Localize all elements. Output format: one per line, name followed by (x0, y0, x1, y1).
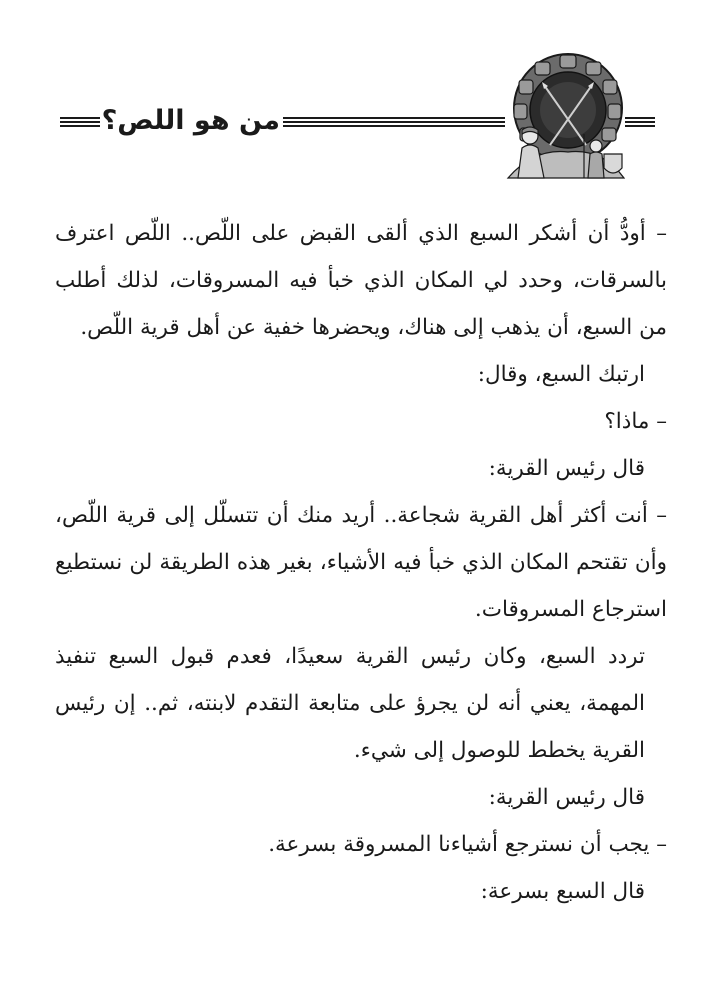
chapter-header (0, 0, 720, 185)
narration-paragraph: قال السبع بسرعة: (480, 879, 645, 904)
page-body (55, 210, 667, 915)
narration-paragraph: قال رئيس القرية: (488, 456, 645, 481)
header-rule-left (60, 117, 100, 128)
narration-paragraph: ارتبك السبع، وقال: (477, 362, 645, 387)
header-rule-middle (283, 117, 505, 128)
narration-paragraph: قال رئيس القرية: (488, 785, 645, 810)
dialogue-paragraph: – أنت أكثر أهل القرية شجاعة.. أريد منك أن تتسلّل إلى قرية اللّص، وأن تقتحم المكان الذي خبأ فيه الأشياء، بغير هذه الطريقة لن نستطيع استرجاع المسروقات. (55, 503, 667, 622)
narration-paragraph: تردد السبع، وكان رئيس القرية سعيدًا، فعدم قبول السبع تنفيذ المهمة، يعني أنه لن يجرؤ على متابعة التقدم لابنته، ثم.. إن رئيس القرية يخطط للوصول إلى شيء. (55, 644, 645, 763)
arena-gate-illustration-icon (504, 50, 628, 180)
dialogue-paragraph: – ماذا؟ (604, 409, 667, 434)
header-rule-right (625, 117, 655, 128)
dialogue-paragraph: – يجب أن نسترجع أشياءنا المسروقة بسرعة. (268, 832, 667, 857)
dialogue-paragraph: – أودُّ أن أشكر السبع الذي ألقى القبض على اللّص.. اللّص اعترف بالسرقات، وحدد لي المكان الذي خبأ فيه المسروقات، لذلك أطلب من السبع، أن يذهب إلى هناك، ويحضرها خفية عن أهل قرية اللّص. (55, 221, 667, 340)
chapter-title: من هو اللص؟ (101, 105, 280, 136)
